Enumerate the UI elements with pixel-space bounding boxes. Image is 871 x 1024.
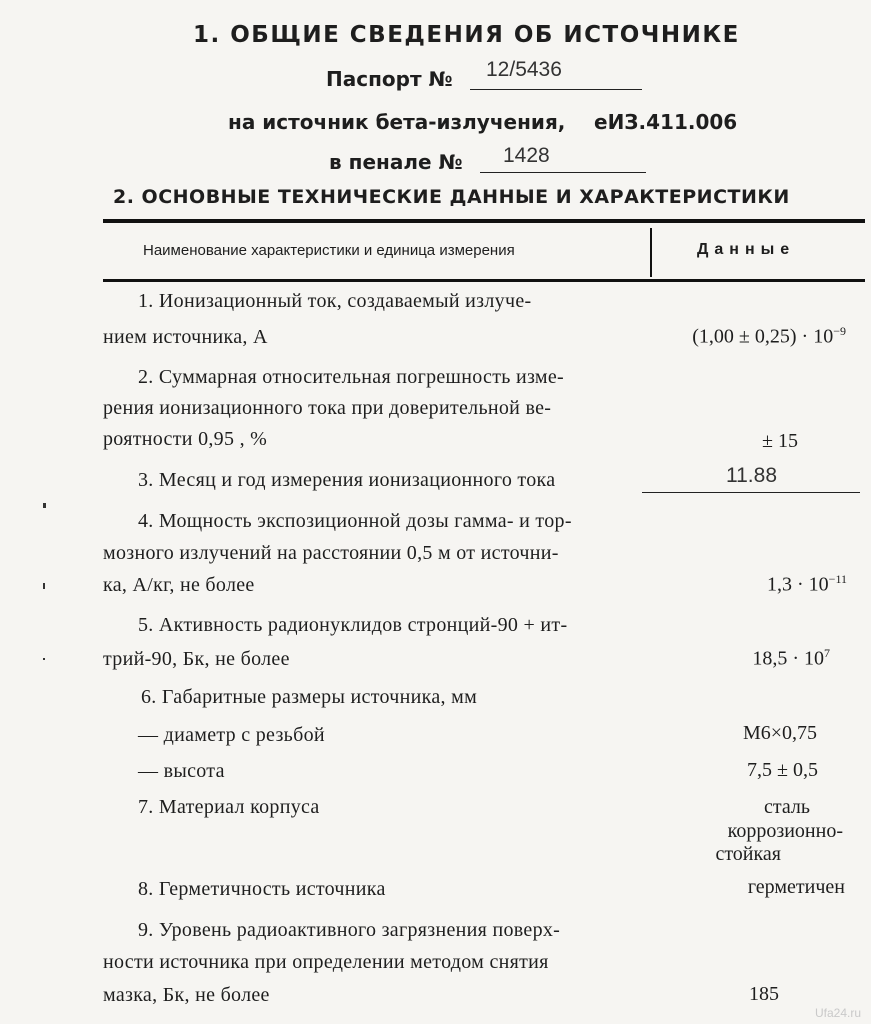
row5-line2: трий-90, Бк, не более [103, 648, 290, 670]
passport-underline [470, 89, 642, 90]
column-header-data: Данные [697, 241, 796, 258]
row2-line1: 2. Суммарная относительная погрешность изме- [138, 366, 565, 388]
scan-speck [43, 583, 45, 589]
watermark: Ufa24.ru [814, 1006, 861, 1020]
row3-line1: 3. Месяц и год измерения ионизационного тока [138, 469, 556, 491]
row4-line1: 4. Мощность экспозиционной дозы гамма- и тор- [138, 510, 572, 532]
row1-line1: 1. Ионизационный ток, создаваемый излуче- [138, 290, 532, 312]
scan-speck [43, 503, 46, 508]
passport-label: Паспорт № [326, 67, 453, 91]
row2-value: ± 15 [762, 430, 798, 452]
passport-number: 12/5436 [486, 58, 562, 81]
case-label: в пенале № [329, 150, 463, 174]
row6-line3: — высота [138, 760, 225, 782]
scan-speck [43, 658, 45, 660]
row2-line2: рения ионизационного тока при доверительной ве- [103, 397, 552, 419]
section1-title: 1. ОБЩИЕ СВЕДЕНИЯ ОБ ИСТОЧНИКЕ [193, 22, 740, 48]
row4-line3: ка, А/кг, не более [103, 574, 255, 596]
table-header-rule [103, 279, 865, 282]
row7-line1: 7. Материал корпуса [138, 796, 320, 818]
case-number: 1428 [503, 144, 550, 167]
row7-value-line2: коррозионно- [727, 820, 843, 842]
row1-value: $(1,00 \pm 0,25) \cdot 10^{-9}$ [692, 324, 846, 348]
row1-line2: нием источника, А [103, 326, 268, 348]
case-underline [480, 172, 646, 173]
row6-line2: — диаметр с резьбой [138, 724, 325, 746]
row6-value-diameter: М6×0,75 [742, 722, 817, 744]
column-header-name: Наименование характеристики и единица измерения [143, 242, 515, 259]
row8-value: герметичен [747, 876, 845, 898]
row4-line2: мозного излучений на расстоянии 0,5 м от источни- [103, 542, 559, 564]
row8-line1: 8. Герметичность источника [138, 878, 386, 900]
row9-value: 185 [749, 983, 779, 1005]
source-label: на источник бета-излучения, [228, 110, 566, 134]
row9-line2: ности источника при определении методом снятия [103, 951, 549, 973]
section2-title: 2. ОСНОВНЫЕ ТЕХНИЧЕСКИЕ ДАННЫЕ И ХАРАКТЕРИСТИКИ [113, 186, 790, 208]
row6-value-height: 7,5 ± 0,5 [747, 759, 818, 781]
row5-line1: 5. Активность радионуклидов стронций-90 + ит- [138, 614, 568, 636]
row3-underline [642, 492, 860, 493]
row5-value: $18,5 \cdot 10^7$ [752, 646, 830, 670]
source-code: еИЗ.411.006 [594, 110, 738, 134]
row2-line3: роятности 0,95 , % [103, 428, 268, 450]
table-top-rule [103, 219, 865, 223]
row9-line1: 9. Уровень радиоактивного загрязнения поверх- [138, 919, 561, 941]
row7-value-line3: стойкая [715, 843, 781, 865]
column-divider [650, 228, 652, 277]
row4-value: $1,3 \cdot 10^{-11}$ [767, 572, 847, 596]
row7-value-line1: сталь [763, 796, 810, 818]
row6-line1: 6. Габаритные размеры источника, мм [141, 686, 478, 708]
row3-value: 11.88 [726, 464, 777, 487]
row9-line3: мазка, Бк, не более [103, 984, 270, 1006]
